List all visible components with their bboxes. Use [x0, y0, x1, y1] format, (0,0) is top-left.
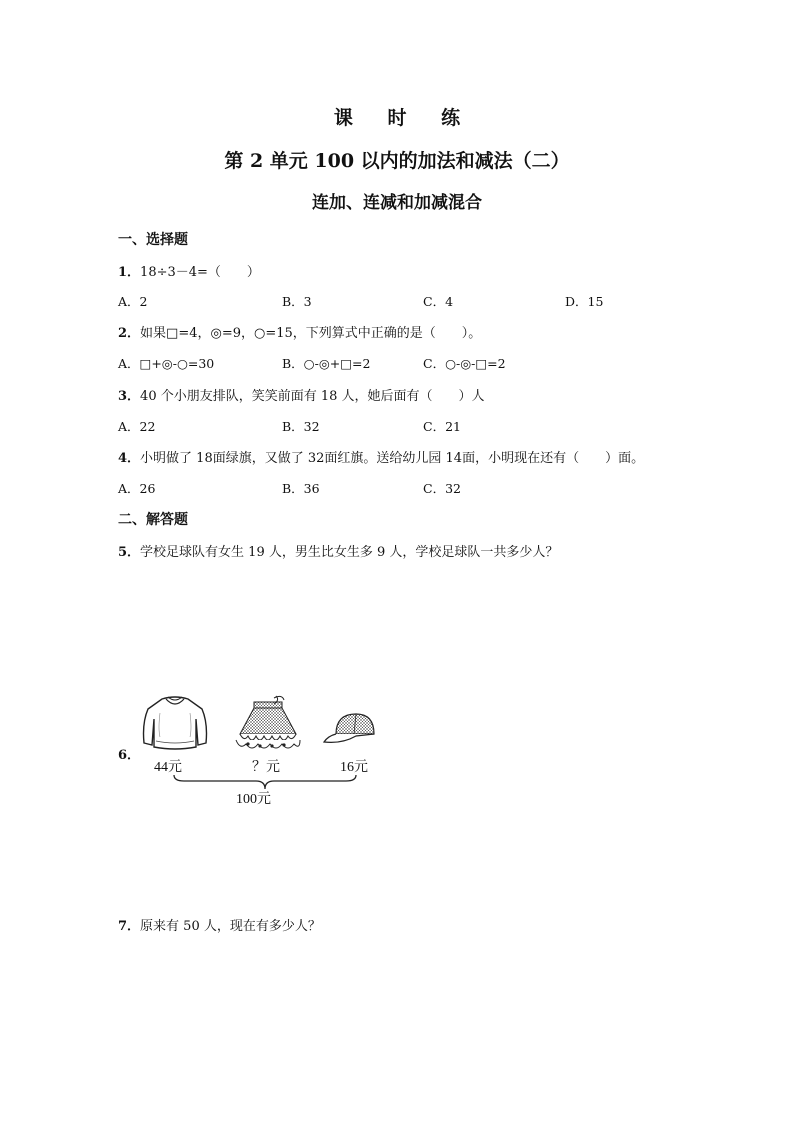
option-a: A．22 [118, 419, 156, 434]
question-number: 2． [118, 326, 141, 341]
question-number: 4． [118, 451, 141, 466]
question-4 [118, 447, 644, 466]
question-number: 1． [118, 265, 141, 280]
lesson-title: 连加、连减和加减混合 [312, 193, 482, 213]
question-5 [118, 541, 558, 560]
option-b: B．○-◎+□=2 [282, 356, 371, 371]
question-3 [118, 385, 485, 404]
section-answer-heading: 二、解答题 [118, 512, 188, 528]
option-c: C．○-◎-□=2 [423, 356, 506, 371]
skirt-icon [230, 692, 306, 754]
section-choice-heading: 一、选择题 [118, 232, 188, 248]
option-b: B．32 [282, 419, 320, 434]
skirt-price: ？元 [252, 760, 280, 775]
option-b: B．36 [282, 481, 320, 496]
cap-price: 16元 [340, 760, 368, 775]
option-c: C．32 [423, 481, 461, 496]
sweater-icon [140, 693, 210, 751]
question-1 [118, 261, 260, 280]
question-number: 5． [118, 545, 141, 560]
question-text: 如果□=4，◎=9，○=15，下列算式中正确的是（ ）。 [140, 326, 482, 341]
question-text: 18÷3－4=（ ） [140, 265, 260, 280]
question-number: 3． [118, 389, 141, 404]
question-number: 7． [118, 919, 141, 934]
option-c: C．21 [423, 419, 461, 434]
option-a: A．□+◎-○=30 [118, 356, 215, 371]
unit-title: 第 2 单元 100 以内的加法和减法（二） [224, 150, 570, 172]
question-6 [118, 744, 140, 763]
option-a: A．2 [118, 294, 148, 309]
option-b: B．3 [282, 294, 312, 309]
option-c: C．4 [423, 294, 454, 309]
cap-icon [322, 708, 378, 748]
question-text: 小明做了 18面绿旗，又做了 32面红旗。送给幼儿园 14面，小明现在还有（ ）面。 [140, 451, 645, 466]
question-7 [118, 915, 321, 934]
page-title: 课 时 练 [333, 107, 475, 129]
question-text: 40 个小朋友排队，笑笑前面有 18 人，她后面有（ ）人 [140, 389, 485, 404]
option-a: A．26 [118, 481, 156, 496]
question-text: 学校足球队有女生 19 人，男生比女生多 9 人，学校足球队一共多少人？ [140, 545, 559, 560]
total-price: 100元 [236, 792, 271, 807]
question-text: 原来有 50 人，现在有多少人？ [140, 919, 321, 934]
question-2 [118, 322, 481, 341]
sweater-price: 44元 [154, 760, 182, 775]
question-number: 6． [118, 748, 141, 763]
option-d: D．15 [565, 294, 604, 309]
